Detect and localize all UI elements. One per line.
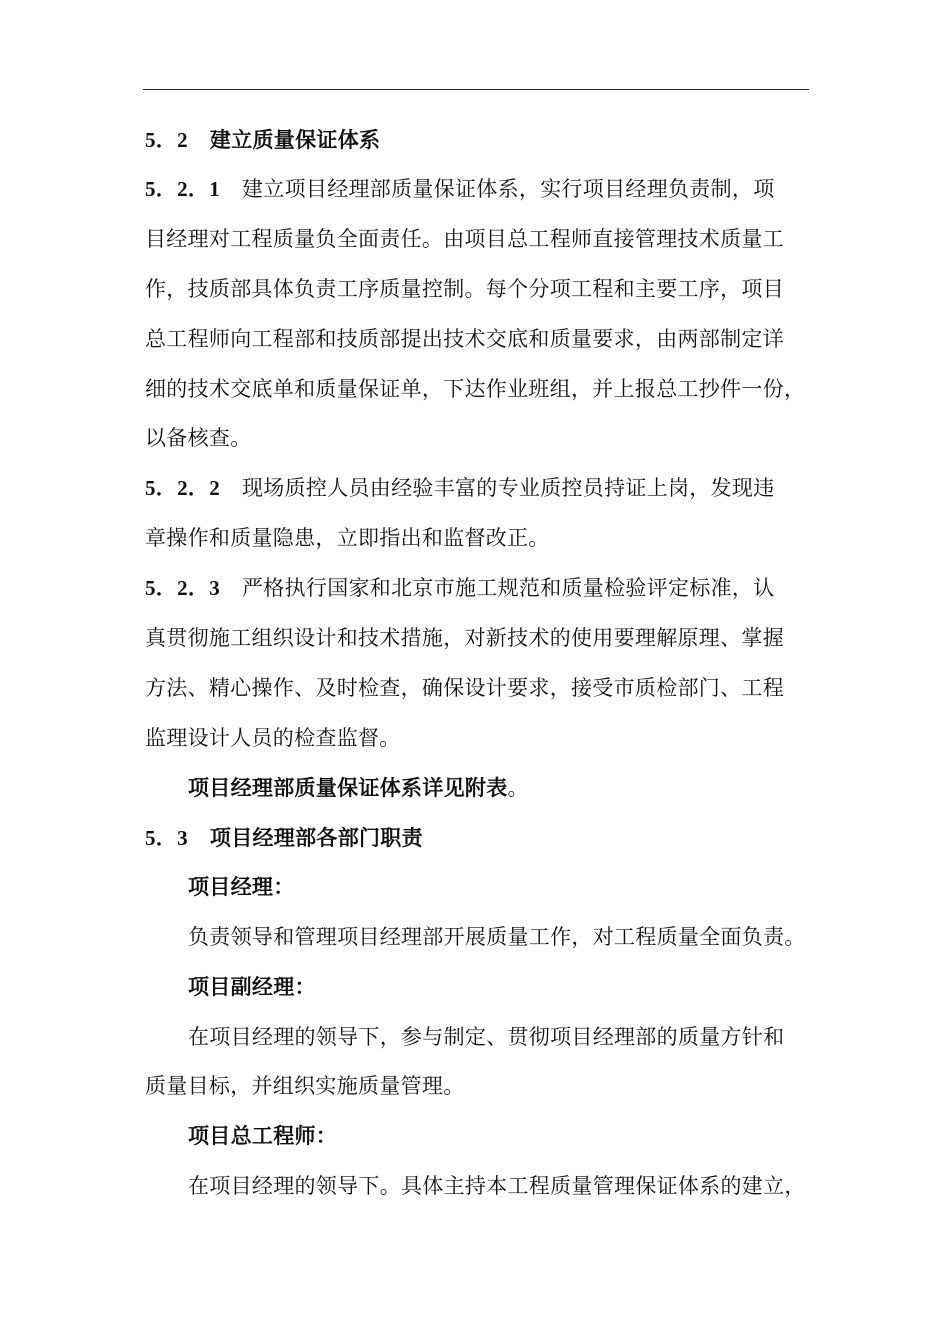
paragraph-5-2-2-line: 章操作和质量隐患，立即指出和监督改正。 xyxy=(145,526,550,550)
role-title-chief-engineer: 项目总工程师： xyxy=(188,1123,338,1148)
role-duty-line: 在项目经理的领导下。具体主持本工程质量管理保证体系的建立， xyxy=(188,1174,806,1198)
section-heading-5-3 xyxy=(145,824,423,852)
paragraph-text: 严格执行国家和北京市施工规范和质量检验评定标准，认 xyxy=(242,576,775,600)
paragraph-text: 建立项目经理部质量保证体系，实行项目经理负责制，项 xyxy=(242,177,775,201)
section-title: 建立质量保证体系 xyxy=(209,127,381,152)
section-title: 项目经理部各部门职责 xyxy=(209,825,423,850)
paragraph-5-2-3-line: 方法、精心操作、及时检查，确保设计要求，接受市质检部门、工程 xyxy=(145,676,784,700)
paragraph-5-2-1-line: 细的技术交底单和质量保证单，下达作业班组，并上报总工抄件一份， xyxy=(145,377,806,401)
paragraph-5-2-1-line xyxy=(145,175,775,203)
paragraph-5-2-1-line: 以备核查。 xyxy=(145,426,252,450)
header-rule xyxy=(143,89,809,90)
paragraph-5-2-3-line: 监理设计人员的检查监督。 xyxy=(145,726,401,750)
section-number: 5．2．2 xyxy=(145,476,220,500)
paragraph-text: 现场质控人员由经验丰富的专业质控员持证上岗，发现违 xyxy=(242,476,775,500)
appendix-note-punct: 。 xyxy=(507,776,529,800)
paragraph-5-2-3-line xyxy=(145,574,775,602)
section-heading-5-2 xyxy=(145,126,380,154)
paragraph-5-2-1-line: 作，技质部具体负责工序质量控制。每个分项工程和主要工序，项目 xyxy=(145,277,784,301)
paragraph-5-2-2-line xyxy=(145,474,775,502)
role-duty-line: 负责领导和管理项目经理部开展质量工作，对工程质量全面负责。 xyxy=(188,925,806,949)
role-duty-line: 质量目标，并组织实施质量管理。 xyxy=(145,1074,465,1098)
role-duty-line: 在项目经理的领导下，参与制定、贯彻项目经理部的质量方针和 xyxy=(188,1025,785,1049)
section-number: 5．2．1 xyxy=(145,177,220,201)
role-title-project-manager: 项目经理： xyxy=(188,874,295,899)
section-number: 5．2．3 xyxy=(145,576,220,600)
section-number: 5．3 xyxy=(145,826,188,850)
role-title-deputy-manager: 项目副经理： xyxy=(188,974,316,999)
appendix-note xyxy=(188,774,529,802)
appendix-note-text: 项目经理部质量保证体系详见附表 xyxy=(188,775,508,800)
paragraph-5-2-1-line: 目经理对工程质量负全面责任。由项目总工程师直接管理技术质量工 xyxy=(145,227,784,251)
paragraph-5-2-3-line: 真贯彻施工组织设计和技术措施，对新技术的使用要理解原理、掌握 xyxy=(145,626,784,650)
section-number: 5．2 xyxy=(145,128,188,152)
paragraph-5-2-1-line: 总工程师向工程部和技质部提出技术交底和质量要求，由两部制定详 xyxy=(145,327,784,351)
